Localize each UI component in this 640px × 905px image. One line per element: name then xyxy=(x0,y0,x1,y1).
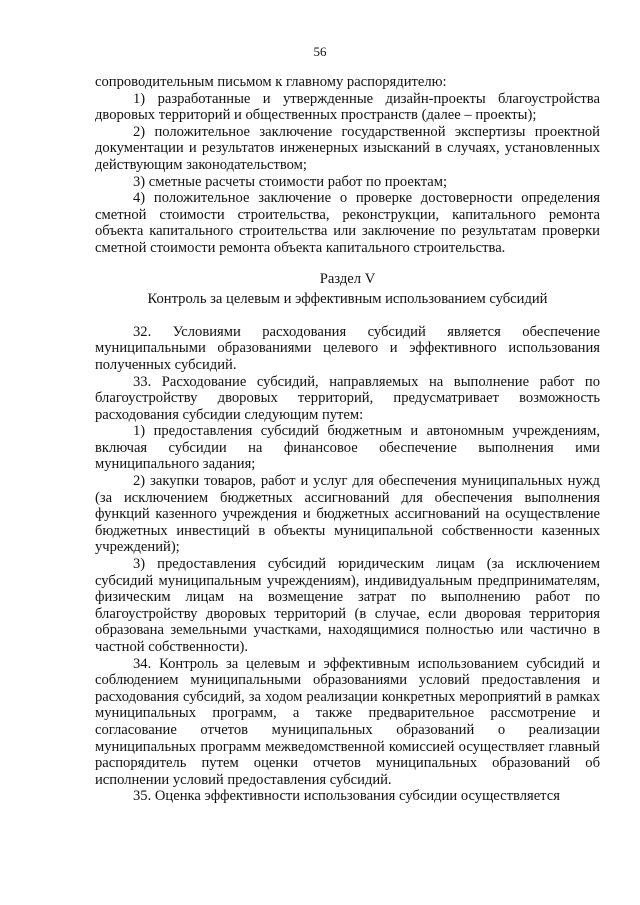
paragraph-33-item-2: 2) закупки товаров, работ и услуг для обеспечения муниципальных нужд (за исключением бюджетных ассигнований для обеспечения выполнения функций казенного учреждения и бюджетных ассигнований на осуществление бюджетных инвестиций в объекты муниципальной собственности казенных учреждений); xyxy=(95,473,600,556)
document-body xyxy=(95,74,600,805)
paragraph-32: 32. Условиями расходования субсидий является обеспечение муниципальными образованиями целевого и эффективного использования полученных субсидий. xyxy=(95,323,600,373)
list-item-design-projects: 1) разработанные и утвержденные дизайн-проекты благоустройства дворовых территорий и общественных пространств (далее – проекты); xyxy=(95,90,600,124)
list-item-estimates: 3) сметные расчеты стоимости работ по проектам; xyxy=(133,173,448,190)
paragraph-34: 34. Контроль за целевым и эффективным использованием субсидий и соблюдением муниципальными образованиями условий предоставления и расходования субсидий, за ходом реализации конкретных мероприятий в рамках муниципальных программ, а также предварительное рассмотрение и согласование отчетов муниципальных образований о реализации муниципальных программ межведомственной комиссией осуществляет главный распорядитель путем оценки отчетов муниципальных образований об исполнении условий предоставления субсидий. xyxy=(95,655,600,788)
paragraph-33-item-3: 3) предоставления субсидий юридическим лицам (за исключением субсидий муниципальным учреждениям), индивидуальным предпринимателям, физическим лицам на возмещение затрат по выполнению работ по благоустройству дворовых территорий (в случае, если дворовая территория образована земельными участками, находящимися полностью или частично в частной собственности). xyxy=(95,556,600,655)
list-item-state-expertise: 2) положительное заключение государственной экспертизы проектной документации и результатов инженерных изысканий в случаях, установленных действующим законодательством; xyxy=(95,123,600,173)
paragraph-33-item-1: 1) предоставления субсидий бюджетным и автономным учреждениям, включая субсидии на финансовое обеспечение выполнения ими муниципального задания; xyxy=(95,423,600,473)
paragraph-33: 33. Расходование субсидий, направляемых на выполнение работ по благоустройству дворовых территорий, предусматривает возможность расходования субсидии следующим путем: xyxy=(95,373,600,423)
section-title: Раздел V xyxy=(319,270,376,287)
page-number: 56 xyxy=(313,44,327,59)
paragraph-35: 35. Оценка эффективности использования субсидии осуществляется xyxy=(133,788,560,805)
paragraph-intro-continuation: сопроводительным письмом к главному распорядителю: xyxy=(95,74,447,90)
list-item-cost-verification: 4) положительное заключение о проверке достоверности определения сметной стоимости строительства, реконструкции, капитального ремонта объекта капитального строительства или заключение по результатам проверки сметной стоимости ремонта объекта капитального строительства. xyxy=(95,190,600,256)
section-subtitle: Контроль за целевым и эффективным использованием субсидий xyxy=(147,291,548,308)
